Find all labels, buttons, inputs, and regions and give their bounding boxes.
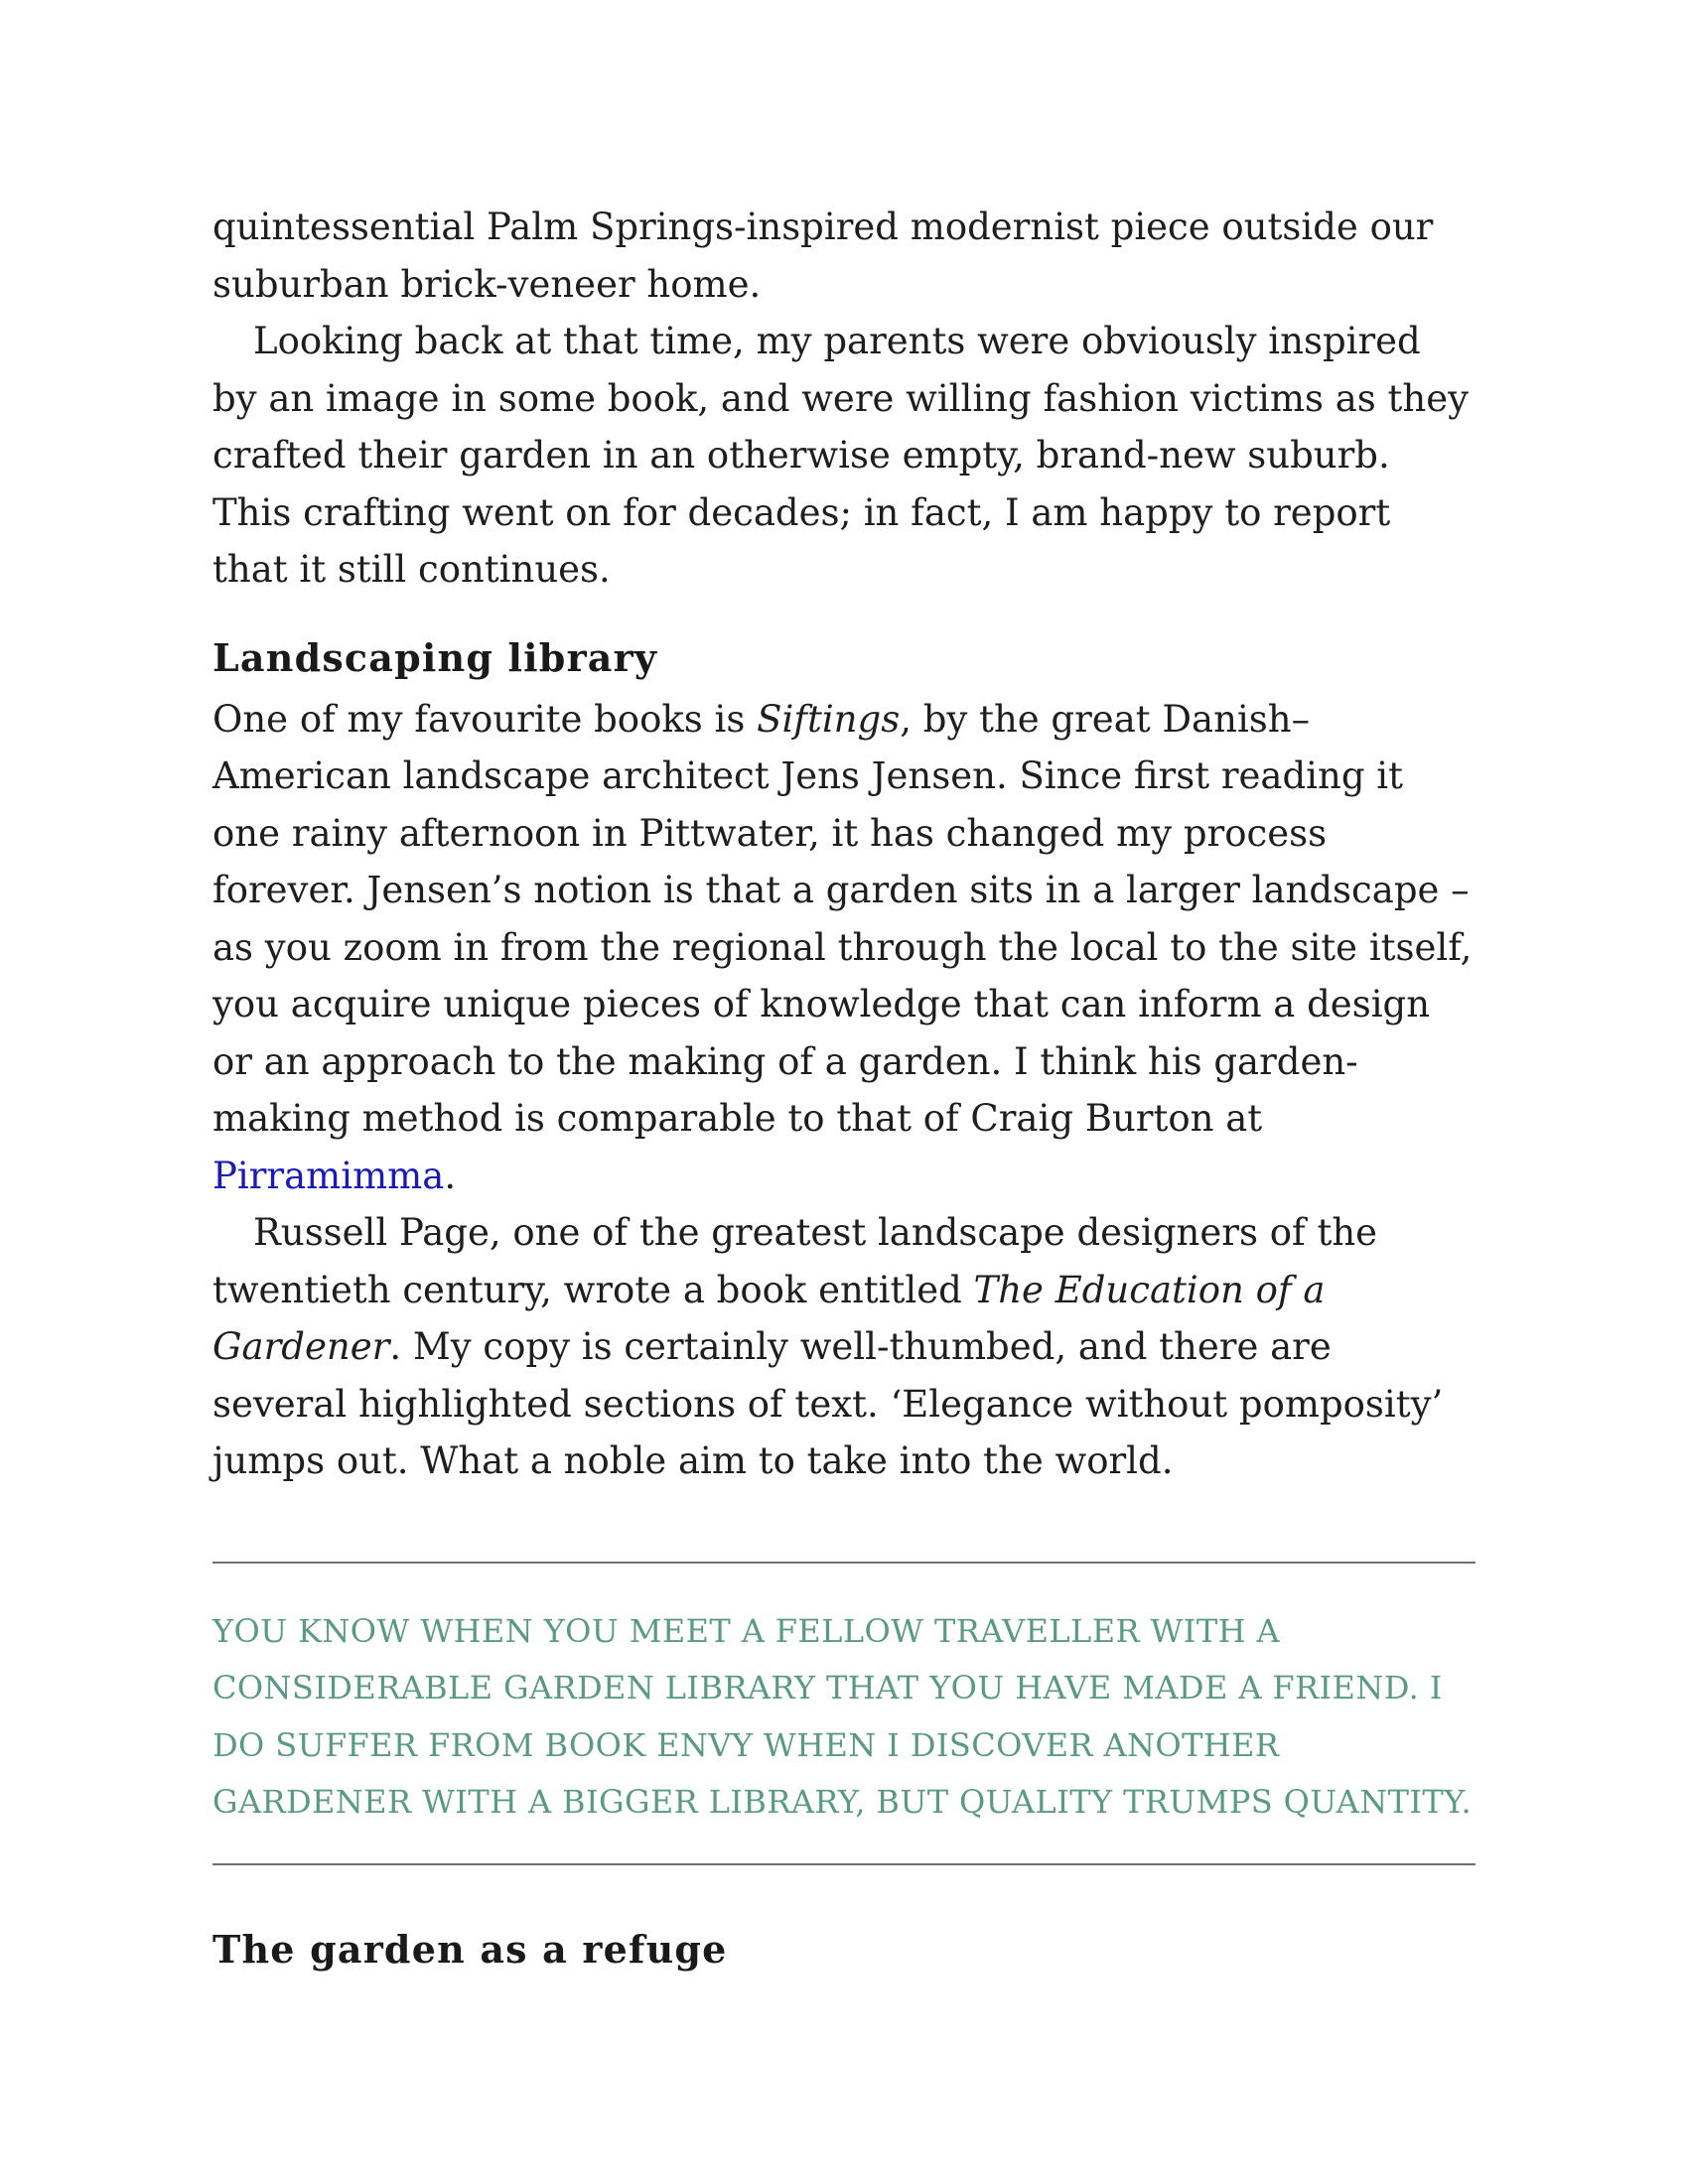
- pullquote-bottom-rule: [212, 1863, 1476, 1865]
- text-run: One of my favourite books is: [212, 697, 758, 741]
- landscaping-paragraph-1: [212, 691, 1476, 1205]
- landscaping-paragraph-2: [212, 1204, 1476, 1490]
- intro-paragraph-2: Looking back at that time, my parents were obviously inspired by an image in some book, and were willing fashion victims as they crafted their garden in an otherwise empty, brand-new suburb. This crafting went on for decades; in fact, I am happy to report that it still continues.: [212, 320, 1470, 591]
- section-heading-garden-as-refuge: The garden as a refuge: [212, 1926, 728, 1972]
- text-run: , by the great Danish–American landscape architect Jens Jensen. Since first reading it one rainy afternoon in Pittwater, it has changed my process forever. Jensen’s notion is that a garden sits in a larger landscape – as you zoom in from the regional through the local to the site itself, you acquire unique pieces of knowledge that can inform a design or an approach to the making of a garden. I think his garden-making method is comparable to that of Craig Burton at: [212, 697, 1473, 1140]
- section-heading-landscaping-library: Landscaping library: [212, 634, 658, 680]
- pirramimma-link[interactable]: Pirramimma: [212, 1154, 445, 1197]
- page-content: [212, 199, 1476, 1978]
- text-run: . My copy is certainly well-thumbed, and there are several highlighted sections of text. ‘Elegance without pomposity’ jumps out. What a noble aim to take into the world.: [212, 1325, 1444, 1482]
- pullquote-top-rule: [212, 1562, 1476, 1564]
- pullquote: YOU KNOW WHEN YOU MEET A FELLOW TRAVELLER WITH A CONSIDERABLE GARDEN LIBRARY THAT YOU HAVE MADE A FRIEND. I DO SUFFER FROM BOOK ENVY WHEN I DISCOVER ANOTHER GARDENER WITH A BIGGER LIBRARY, BUT QUALITY TRUMPS QUANTITY.: [212, 1611, 1473, 1821]
- book-title-siftings: Siftings: [757, 697, 901, 741]
- text-run: Russell Page, one of the greatest landscape designers of the twentieth century, wrote a book entitled: [212, 1211, 1378, 1311]
- text-run: .: [444, 1154, 457, 1197]
- intro-paragraph-1: quintessential Palm Springs-inspired modernist piece outside our suburban brick-veneer home.: [212, 205, 1434, 306]
- book-title-education-of-a-gardener: The Education of a Gardener: [212, 1268, 1326, 1368]
